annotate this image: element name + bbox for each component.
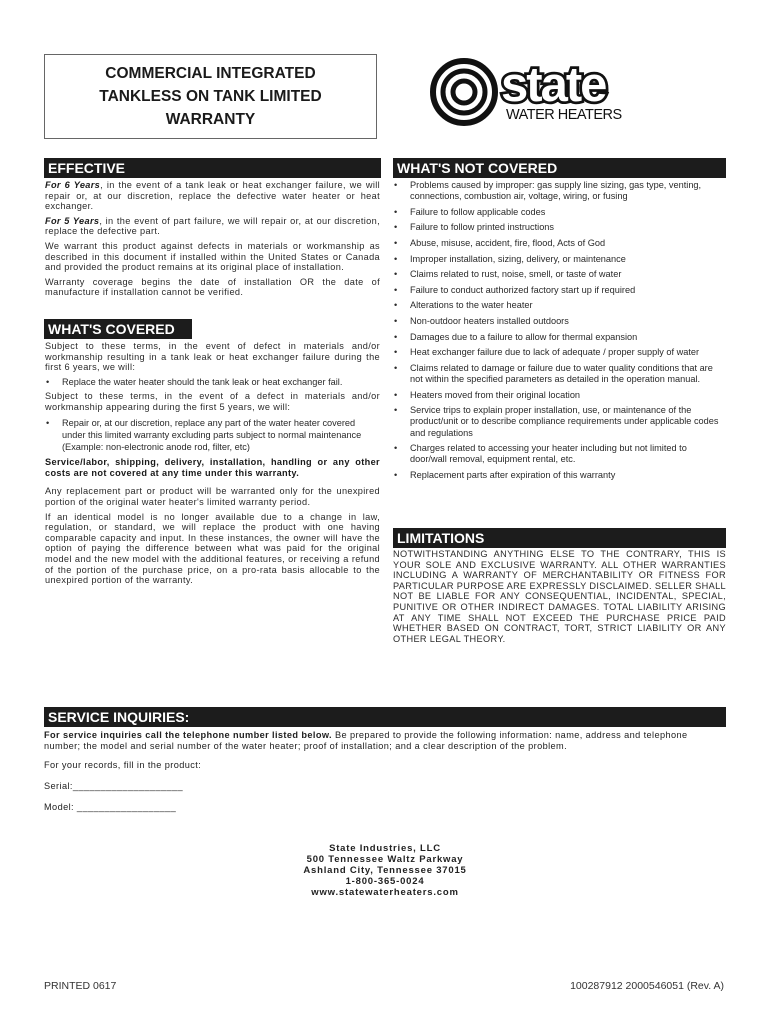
effective-heading: EFFECTIVE (44, 158, 381, 178)
service-paragraph: For service inquiries call the telephone number listed below. Be prepared to provide the following information: name, address and telephone number; the model and serial number of the water heater; proof of installation; and a clear description of the problem. (44, 730, 688, 751)
company-city: Ashland City, Tennessee 37015 (303, 865, 467, 876)
not-covered-heading: WHAT'S NOT COVERED (393, 158, 726, 178)
limitations-heading: LIMITATIONS (393, 528, 726, 548)
list-item: • Replacement parts after expiration of this warranty (393, 470, 726, 481)
model-field: Model: __________________ (44, 802, 177, 812)
company-street: 500 Tennessee Waltz Parkway (306, 854, 464, 865)
page-title: COMMERCIAL INTEGRATED TANKLESS ON TANK LIMITED WARRANTY (99, 65, 322, 128)
covered-paragraph-2: Subject to these terms, in the event of a defect in materials and/or workmanship appearing during the first 5 years, we will: (45, 391, 380, 412)
covered-section (45, 341, 380, 590)
document-code: 100287912 2000546051 (Rev. A) (570, 980, 724, 992)
covered-list-1 (45, 377, 380, 388)
list-item: • Problems caused by improper: gas supply line sizing, gas type, venting, connections, combustion air, voltage, wiring, or fusing (393, 180, 726, 202)
list-item: • Claims related to damage or failure due to water quality conditions that are not within the specified parameters as detailed in the operation manual. (393, 363, 726, 385)
swirl-logo-icon (433, 61, 495, 123)
state-logo (428, 56, 668, 126)
list-item: • Charges related to accessing your heater including but not limited to door/wall removal, equipment rental, etc. (393, 443, 726, 465)
effective-paragraph-1: For 6 Years, in the event of a tank leak or heat exchanger failure, we will repair or, at our discretion, replace the defective water heater or heat exchanger. (45, 180, 381, 212)
logo-tagline: WATER HEATERS (506, 107, 622, 123)
records-label: For your records, fill in the product: (44, 760, 202, 770)
covered-list-2 (45, 417, 380, 454)
printed-date: PRINTED 0617 (44, 980, 117, 992)
list-item: • Abuse, misuse, accident, fire, flood, Acts of God (393, 238, 726, 249)
company-website: www.statewaterheaters.com (311, 887, 459, 898)
not-covered-list (393, 180, 726, 481)
effective-paragraph-2: For 5 Years, in the event of part failure, we will repair or, at our discretion, replace the defective part. (45, 215, 381, 237)
list-item: • Alterations to the water heater (393, 300, 726, 311)
effective-section (45, 180, 380, 302)
company-address (0, 843, 770, 898)
covered-paragraph-1: Subject to these terms, in the event of defect in materials and/or workmanship resulting in a tank leak or heat exchanger failure during the first 6 years, we will: (45, 341, 380, 373)
list-item: • Service trips to explain proper installation, use, or maintenance of the product/unit or to describe compliance requirements under applicable codes and regulations (393, 405, 726, 439)
list-item: • Improper installation, sizing, delivery, or maintenance (393, 254, 726, 265)
effective-paragraph-4: Warranty coverage begins the date of installation OR the date of manufacture if installation cannot be verified. (45, 276, 380, 298)
list-item: • Failure to follow printed instructions (393, 222, 726, 233)
list-item: • Replace the water heater should the tank leak or heat exchanger fail. (45, 377, 380, 388)
list-item: • Non-outdoor heaters installed outdoors (393, 316, 726, 327)
limitations-section (393, 549, 726, 648)
company-phone: 1-800-365-0024 (345, 876, 425, 887)
limitations-text: NOTWITHSTANDING ANYTHING ELSE TO THE CONTRARY, THIS IS YOUR SOLE AND EXCLUSIVE WARRANTY. ALL OTHER WARRANTIES INCLUDING A WARRANTY OF MERCHANTABILITY OR FITNESS FOR PARTICULAR PURPOSE ARE EXPRESSLY DISCLAIMED. SELLER SHALL NOT BE LIABLE FOR ANY CONSEQUENTIAL, INCIDENTAL, SPECIAL, PUNITIVE OR OTHER INDIRECT DAMAGES. TOTAL LIABILITY ARISING AT ANY TIME SHALL NOT EXCEED THE PURCHASE PRICE PAID WHETHER BASED ON CONTRACT, TORT, STRICT LIABILITY OR ANY OTHER LEGAL THEORY. (393, 549, 726, 644)
serial-field: Serial:____________________ (44, 781, 184, 791)
list-item: • Heaters moved from their original location (393, 390, 726, 401)
company-name: State Industries, LLC (329, 843, 441, 854)
list-item: • Repair or, at our discretion, replace any part of the water heater covered under this limited warranty excluding parts subject to normal maintenance (Example: non-electronic anode rod, filter, etc) (45, 417, 380, 454)
covered-paragraph-4: Any replacement part or product will be warranted only for the unexpired portion of the original water heater's limited warranty period. (45, 486, 380, 507)
list-item: • Heat exchanger failure due to lack of adequate / proper supply of water (393, 347, 726, 358)
list-item: • Failure to follow applicable codes (393, 207, 726, 218)
covered-paragraph-5: If an identical model is no longer available due to a change in law, regulation, or standard, we will replace the product with one having comparable capacity and input. In these instances, the owner will have the option of paying the difference between what was paid for the original model and the new model with the additional features, or receiving a refund of the portion of the purchase price, on a pro-rata basis allocable to the unexpired portion of the warranty. (45, 511, 380, 586)
title-box (44, 54, 377, 139)
covered-paragraph-3: Service/labor, shipping, delivery, installation, handling or any other costs are not covered at any time under this warranty. (45, 457, 380, 478)
service-heading: SERVICE INQUIRIES: (44, 707, 726, 727)
service-section (44, 730, 726, 819)
covered-heading: WHAT'S COVERED (44, 319, 192, 339)
list-item: • Failure to conduct authorized factory start up if required (393, 285, 726, 296)
logo-wordmark: state (501, 58, 606, 112)
effective-paragraph-3: We warrant this product against defects in materials or workmanship as described in this document if installed within the United States or Canada and provided the product remains at its original place of installation. (45, 240, 380, 273)
list-item: • Claims related to rust, noise, smell, or taste of water (393, 269, 726, 280)
not-covered-section (393, 180, 726, 486)
list-item: • Damages due to a failure to allow for thermal expansion (393, 332, 726, 343)
